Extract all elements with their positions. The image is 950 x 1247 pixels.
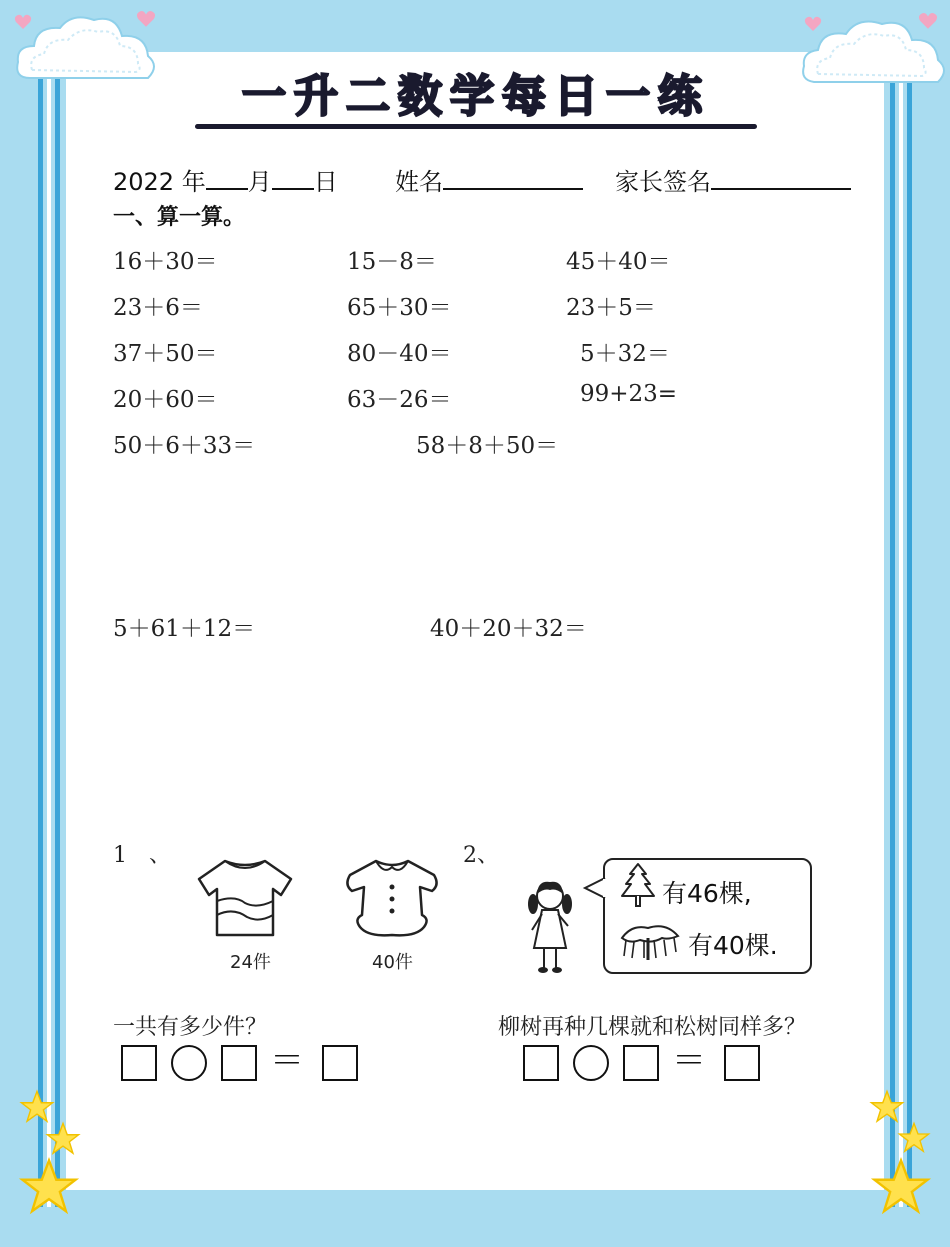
operator-circle[interactable]: [573, 1045, 609, 1081]
answer-box[interactable]: [221, 1045, 257, 1081]
pine-count: 有46棵,: [662, 879, 752, 908]
heart-icon: [918, 12, 938, 30]
pine-tree-icon: [620, 862, 656, 910]
answer-box[interactable]: [623, 1045, 659, 1081]
shirt-icon: [195, 855, 295, 940]
equation: 23＋6＝: [113, 295, 203, 321]
equation: 20＋60＝: [113, 387, 218, 413]
page-title-banner: [195, 72, 757, 132]
name-label: 姓名: [395, 168, 443, 196]
star-icon: [46, 1122, 80, 1156]
problem-1-number: 1 、: [113, 843, 171, 868]
star-icon: [872, 1158, 930, 1216]
day-blank[interactable]: [272, 168, 314, 190]
problem-2-number: 2、: [463, 843, 499, 868]
parent-signature-blank[interactable]: [711, 168, 851, 190]
parent-signature-field[interactable]: [615, 162, 851, 197]
equation: 65＋30＝: [347, 295, 452, 321]
month-blank[interactable]: [206, 168, 248, 190]
equation: 63－26＝: [347, 387, 452, 413]
page-title: 一升二数学每日一练: [242, 71, 710, 122]
answer-box[interactable]: [523, 1045, 559, 1081]
answer-box[interactable]: [322, 1045, 358, 1081]
heart-icon: [804, 16, 822, 32]
month-label: 月: [247, 168, 272, 196]
problem-1-question: 一共有多少件？: [113, 1015, 268, 1040]
star-icon: [20, 1158, 78, 1216]
frame-stripe: [38, 70, 43, 1207]
name-blank[interactable]: [443, 168, 583, 190]
equation: 15－8＝: [347, 249, 437, 275]
equation: 40＋20＋32＝: [430, 616, 587, 642]
frame-stripe: [55, 70, 60, 1207]
speech-bubble-tail: [583, 876, 607, 902]
star-icon: [20, 1090, 54, 1124]
willow-count: 有40棵.: [688, 931, 778, 960]
parent-signature-label: 家长签名: [615, 168, 711, 196]
equation: 16＋30＝: [113, 249, 218, 275]
equals-sign: ＝: [672, 1041, 706, 1081]
heart-icon: [136, 10, 156, 28]
operator-circle[interactable]: [171, 1045, 207, 1081]
name-field[interactable]: [395, 162, 583, 197]
date-field[interactable]: [113, 162, 338, 197]
shirt-count: 24件: [230, 952, 271, 973]
answer-box[interactable]: [121, 1045, 157, 1081]
equals-sign: ＝: [270, 1041, 304, 1081]
equation: 23＋5＝: [566, 295, 656, 321]
equation: 80－40＝: [347, 341, 452, 367]
equation: 5＋32＝: [580, 341, 670, 367]
frame-stripe: [907, 70, 912, 1207]
frame-stripe: [890, 70, 895, 1207]
equation: 99+23=: [580, 381, 678, 407]
equation: 58＋8＋50＝: [416, 433, 559, 459]
title-underline: [195, 124, 757, 129]
year-label: 2022 年: [113, 168, 206, 196]
dress-count: 40件: [372, 952, 413, 973]
star-icon: [870, 1090, 904, 1124]
equation: 37＋50＝: [113, 341, 218, 367]
frame-stripe: [899, 70, 903, 1207]
equation: 50＋6＋33＝: [113, 433, 256, 459]
equation: 5＋61＋12＝: [113, 616, 256, 642]
answer-box[interactable]: [724, 1045, 760, 1081]
star-icon: [898, 1122, 930, 1154]
equation: 45＋40＝: [566, 249, 671, 275]
day-label: 日: [313, 168, 338, 196]
dress-icon: [342, 855, 442, 940]
problem-2-question: 柳树再种几棵就和松树同样多？: [498, 1015, 807, 1040]
section-title: 一、算一算。: [113, 205, 246, 230]
girl-icon: [520, 878, 580, 978]
frame-stripe: [47, 70, 51, 1207]
heart-icon: [14, 14, 32, 30]
willow-tree-icon: [618, 918, 682, 962]
